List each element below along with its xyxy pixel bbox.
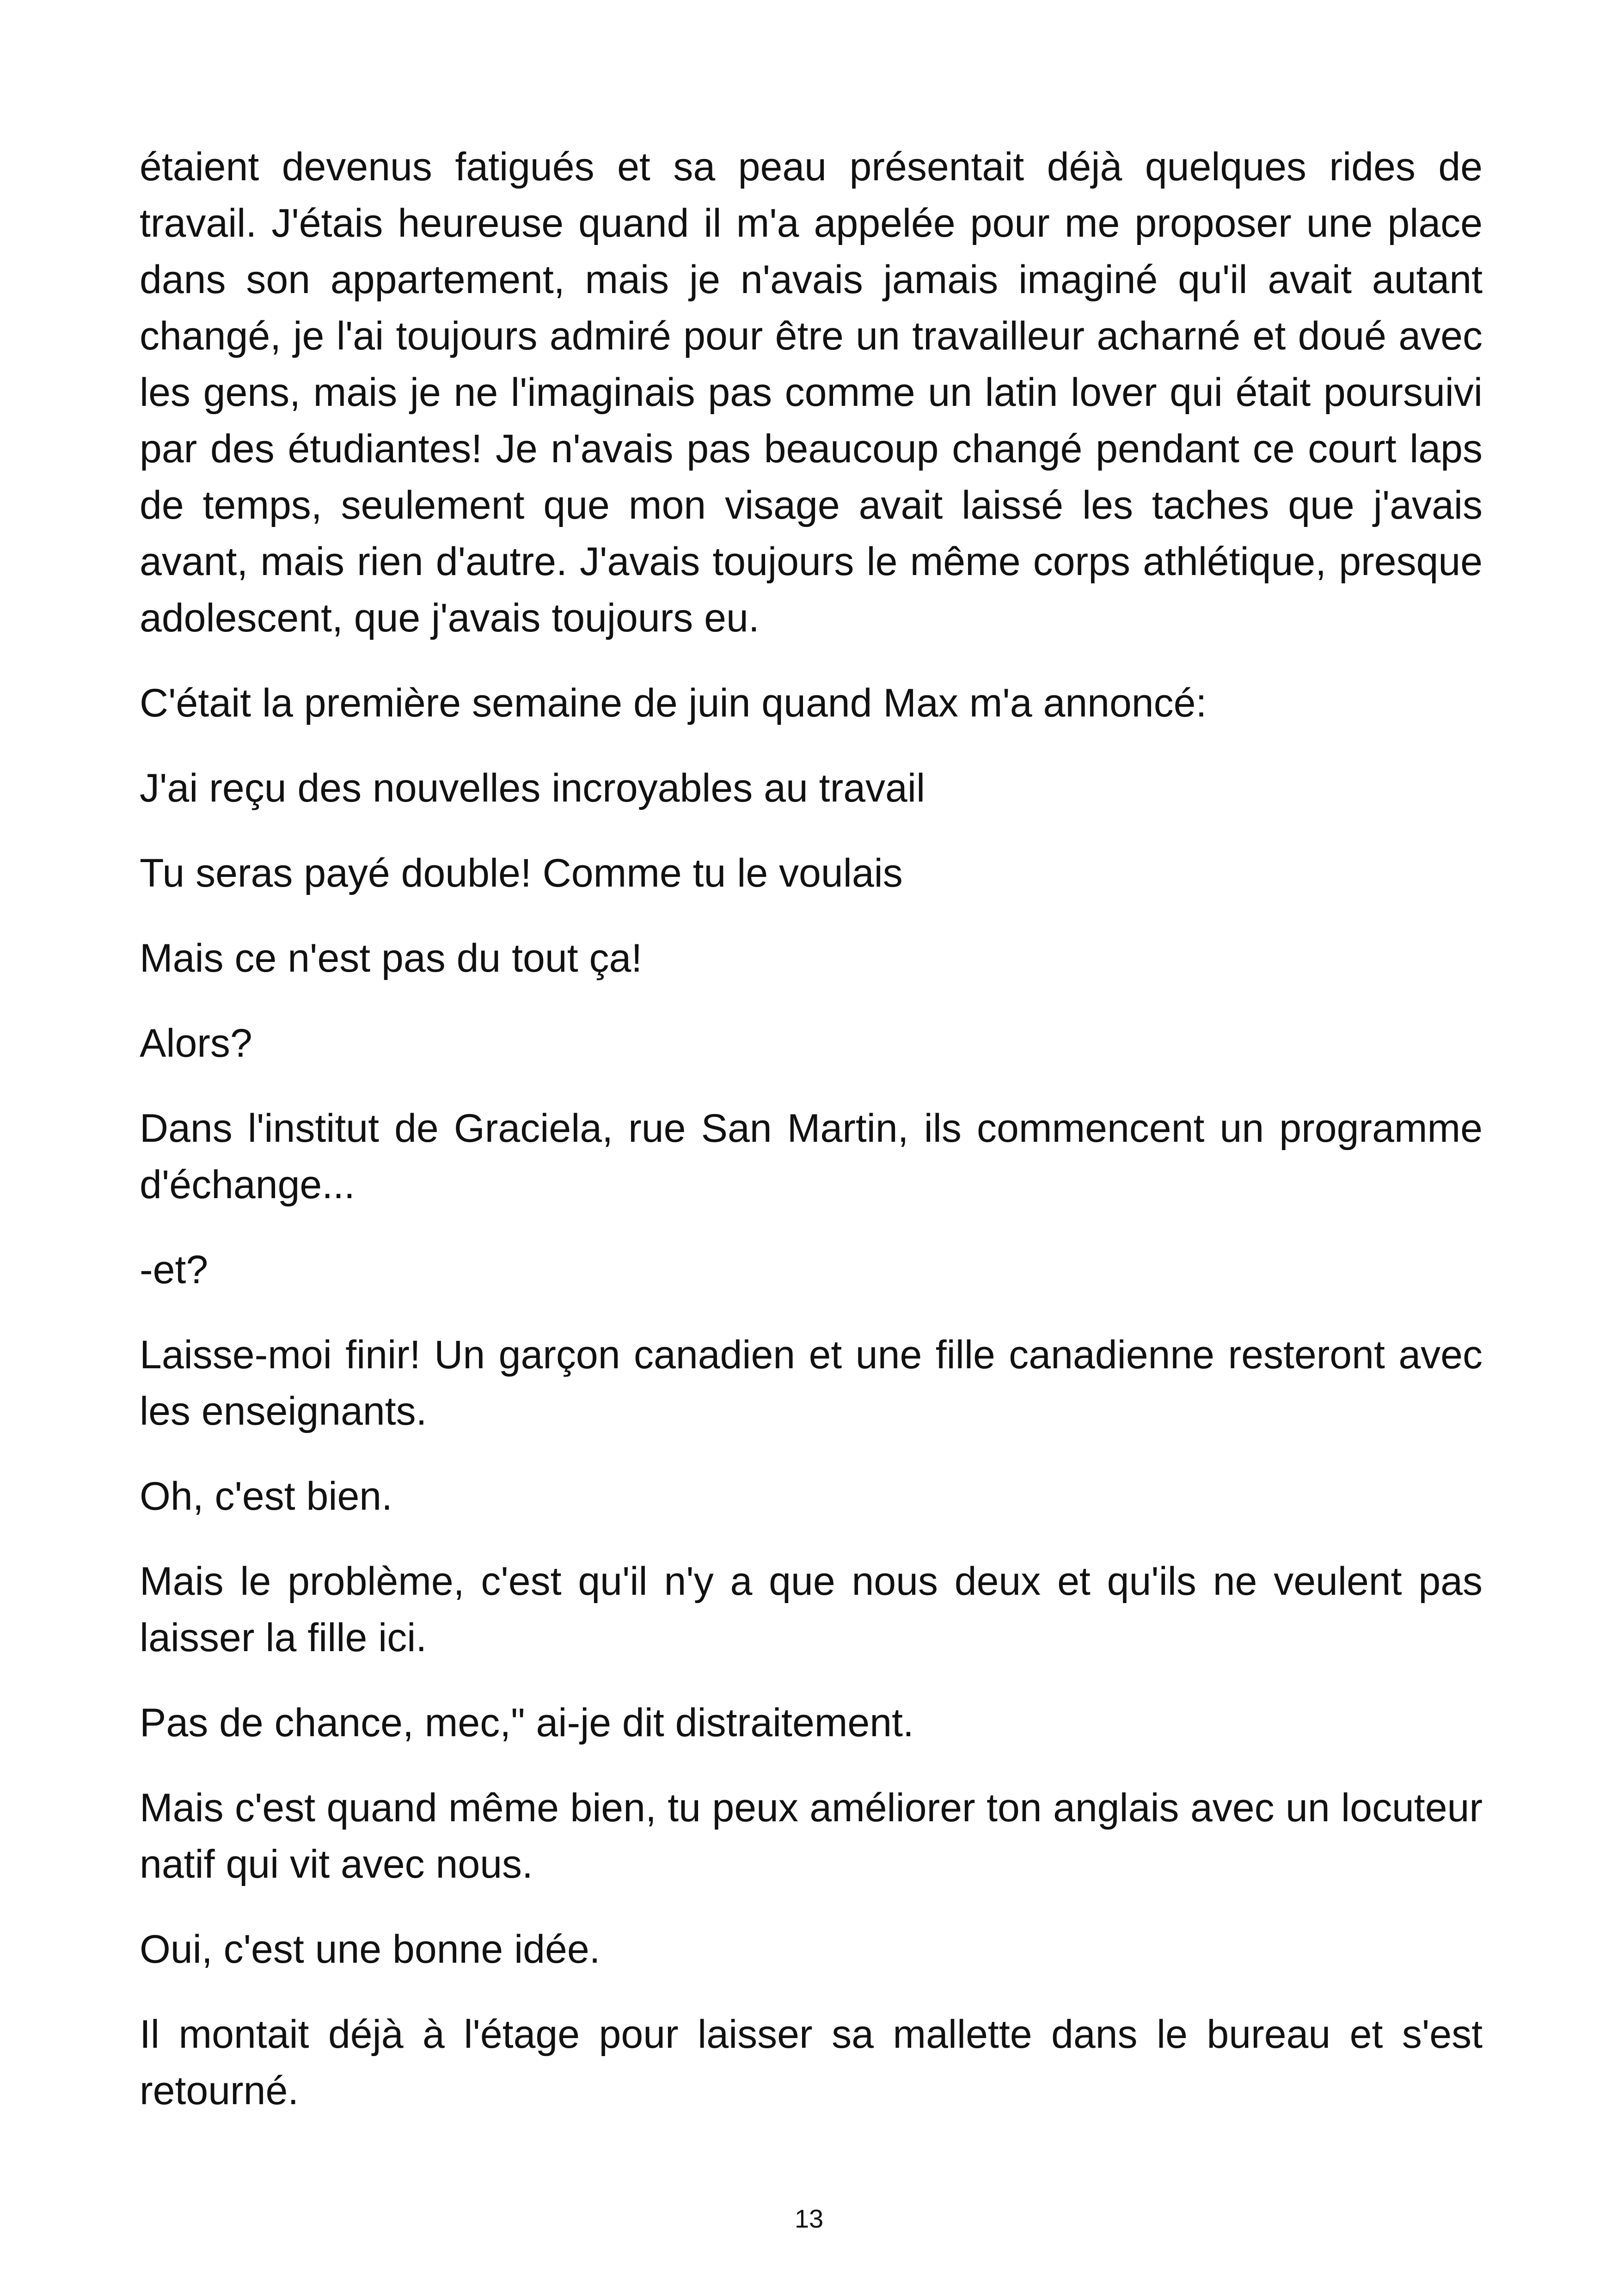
paragraph: Il montait déjà à l'étage pour laisser sa mallette dans le bureau et s'est retourné. <box>140 2012 1483 2113</box>
paragraph: étaient devenus fatigués et sa peau présentait déjà quelques rides de travail. J'étais heureuse quand il m'a appelée pour me proposer une place dans son appartement, mais je n'avais jamais imaginé qu'il avait autant changé, je l'ai toujours admiré pour être un travailleur acharné et doué avec les gens, mais je ne l'imaginais pas comme un latin lover qui était poursuivi par des étudiantes! Je n'avais pas beaucoup changé pendant ce court laps de temps, seulement que mon visage avait laissé les taches que j'avais avant, mais rien d'autre. J'avais toujours le même corps athlétique, presque adolescent, que j'avais toujours eu. <box>140 145 1483 640</box>
dialogue-line: Tu seras payé double! Comme tu le voulais <box>140 851 903 895</box>
dialogue-line: J'ai reçu des nouvelles incroyables au travail <box>140 766 925 810</box>
dialogue-line: Mais ce n'est pas du tout ça! <box>140 936 643 980</box>
dialogue-line: -et? <box>140 1248 208 1292</box>
paragraph: C'était la première semaine de juin quand Max m'a annoncé: <box>140 681 1207 725</box>
dialogue-line: Mais c'est quand même bien, tu peux améliorer ton anglais avec un locuteur natif qui vit avec nous. <box>140 1786 1483 1886</box>
dialogue-line: Oui, c'est une bonne idée. <box>140 1927 601 1971</box>
dialogue-line: Pas de chance, mec," ai-je dit distraitement. <box>140 1701 914 1745</box>
dialogue-line: Dans l'institut de Graciela, rue San Martin, ils commencent un programme d'échange... <box>140 1106 1483 1207</box>
dialogue-line: Oh, c'est bien. <box>140 1474 393 1518</box>
dialogue-line: Mais le problème, c'est qu'il n'y a que nous deux et qu'ils ne veulent pas laisser la fille ici. <box>140 1559 1483 1660</box>
page-number: 13 <box>794 2204 824 2233</box>
dialogue-line: Laisse-moi finir! Un garçon canadien et une fille canadienne resteront avec les enseignants. <box>140 1333 1483 1433</box>
dialogue-line: Alors? <box>140 1021 252 1065</box>
body-text <box>140 139 1483 2148</box>
